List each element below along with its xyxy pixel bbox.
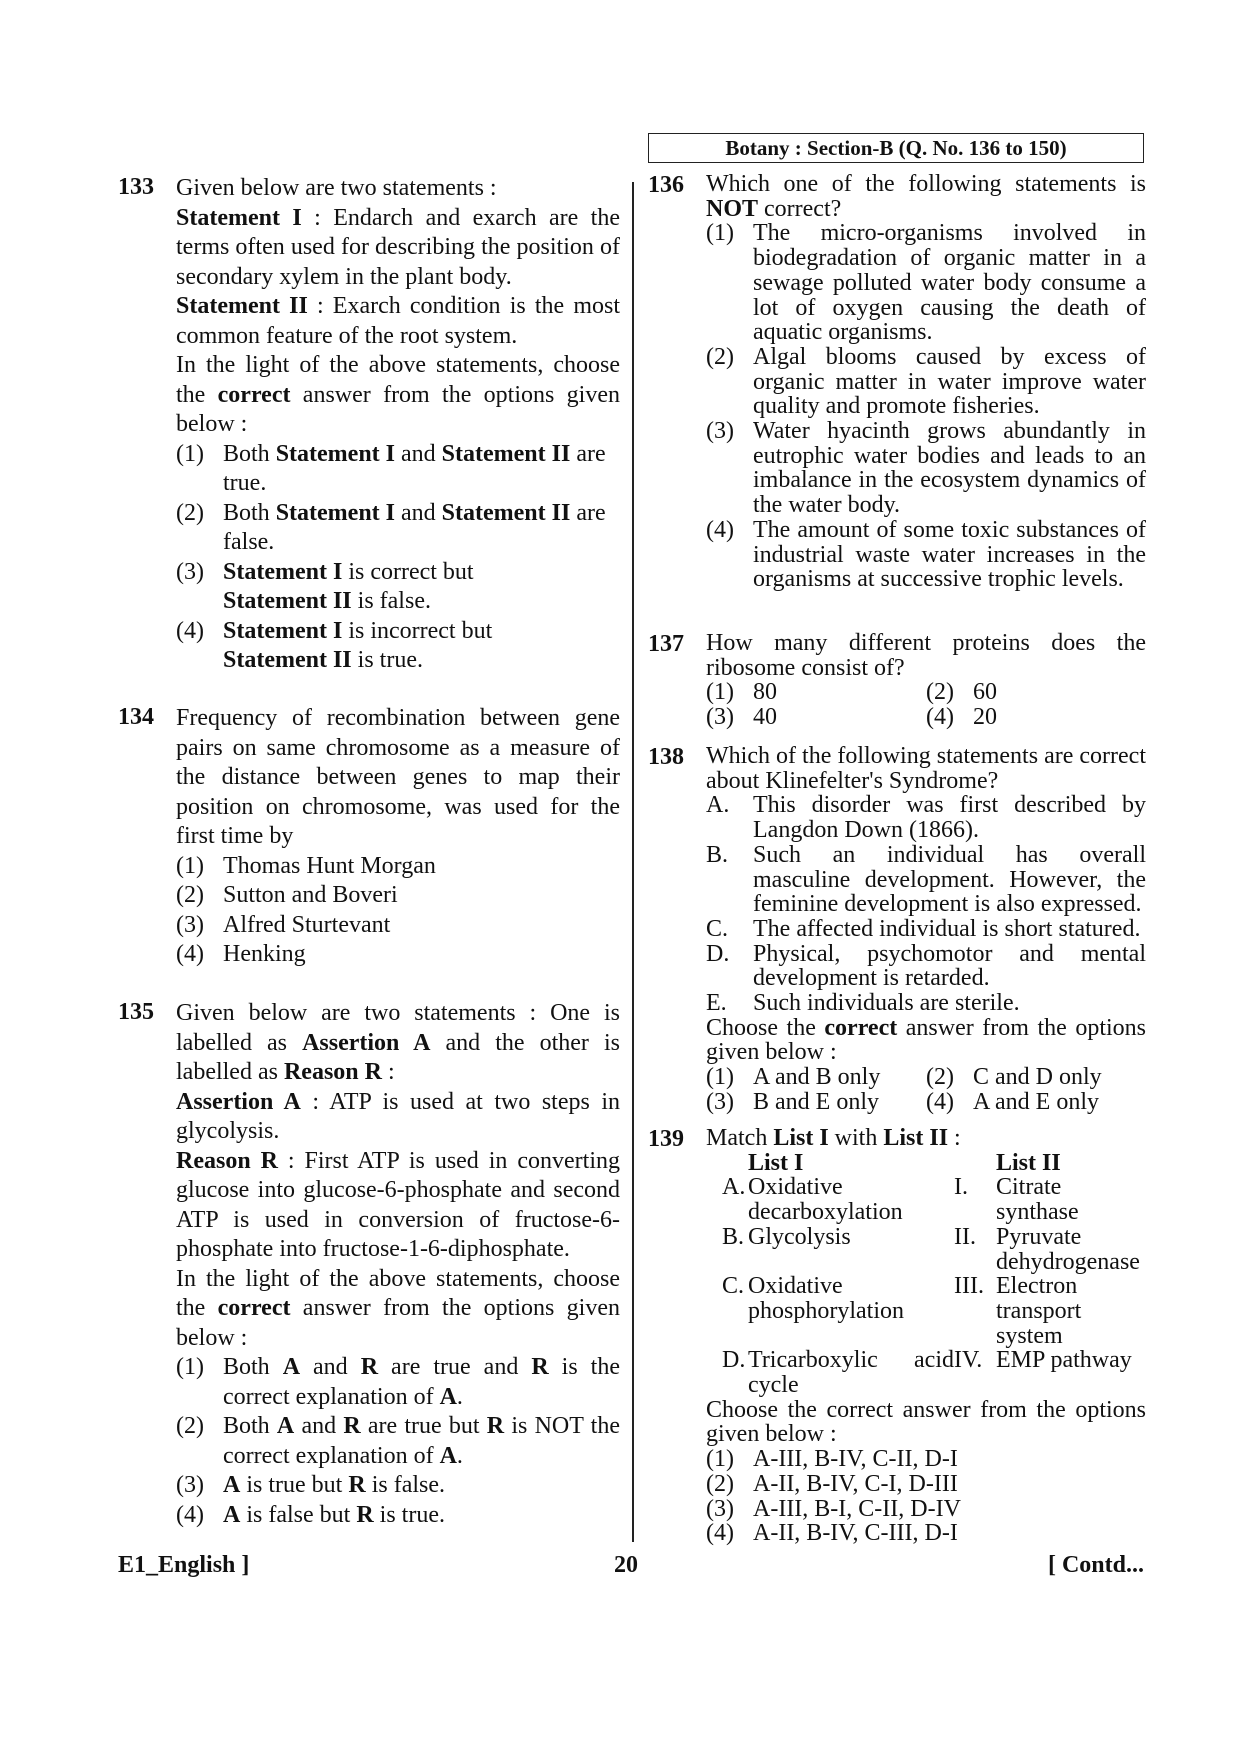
option-4[interactable]: (4) 20: [926, 704, 997, 731]
section-header: Botany : Section-B (Q. No. 136 to 150): [648, 133, 1144, 163]
question-number: 135: [118, 999, 154, 1025]
statement-e: E. Such individuals are sterile.: [706, 990, 1020, 1017]
instruction: Choose the correct answer from the options given below :: [706, 1014, 1146, 1066]
question-number: 139: [648, 1126, 684, 1152]
option-1[interactable]: (1) Both A and R are true and R is the correct explanation of A.: [176, 1354, 621, 1410]
list-1-header: List I: [748, 1149, 804, 1176]
option-4[interactable]: (4) Henking: [176, 941, 306, 967]
question-body: [176, 704, 620, 970]
options-row-1: [706, 680, 1146, 705]
option-1[interactable]: (1) Thomas Hunt Morgan: [176, 852, 436, 879]
list-2-header: List II: [996, 1149, 1061, 1176]
question-body: [706, 172, 1146, 592]
match-table: List I List II A. Oxidative decarboxylation I. Citrate synthase B. Glycolysis II. Pyruvate dehydrogenase C. Oxidative phosphorylation III. Electron transport system D. Tricarboxylic acid cycle IV. EMP pathway: [694, 1151, 1146, 1398]
option-1[interactable]: (1) 80: [706, 679, 777, 706]
question-body: [176, 999, 620, 1530]
statement-text: : Exarch condition is the most common feature of the root system.: [176, 293, 620, 349]
option-1[interactable]: (1) A and B only: [706, 1064, 881, 1091]
option-3[interactable]: (3) A-III, B-I, C-II, D-IV: [706, 1495, 961, 1522]
statement-c: C. The affected individual is short statured.: [706, 915, 1141, 942]
question-number: 138: [648, 744, 684, 770]
question-number: 134: [118, 704, 154, 730]
list-2-item: Electron transport system: [996, 1273, 1082, 1349]
option-4[interactable]: (4) Statement I is incorrect but Statement II is true.: [176, 617, 493, 673]
column-divider: [632, 182, 634, 1542]
option-2[interactable]: (2) C and D only: [926, 1064, 1102, 1091]
option-2[interactable]: (2) A-II, B-IV, C-I, D-III: [706, 1470, 958, 1497]
footer-right: [ Contd...: [1047, 1552, 1144, 1578]
option-2[interactable]: (2) Algal blooms caused by excess of organic matter in water improve water quality and promote fisheries.: [706, 343, 1146, 420]
statement-label: Statement II: [176, 293, 308, 319]
question-stem: Match List I with List II :: [706, 1125, 961, 1151]
statement-text: : Endarch and exarch are the terms often used for describing the position of secondary xylem in the plant body.: [176, 204, 620, 290]
statement-b: B. Such an individual has overall masculine development. However, the feminine development is also expressed.: [706, 841, 1146, 918]
assertion: Assertion A : ATP is used at two steps in glycolysis.: [176, 1088, 620, 1144]
option-1[interactable]: (1) A-III, B-IV, C-II, D-I: [706, 1446, 958, 1473]
list-1-item: Oxidative decarboxylation: [748, 1174, 903, 1226]
option-2[interactable]: (2) Sutton and Boveri: [176, 882, 398, 908]
question-body: [176, 174, 620, 676]
question-stem: How many different proteins does the ribosome consist of?: [706, 630, 1146, 681]
question-number: 133: [118, 174, 154, 200]
option-4[interactable]: (4) A is false but R is true.: [176, 1501, 445, 1528]
question-number: 137: [648, 631, 684, 657]
option-3[interactable]: (3) 40: [706, 704, 777, 731]
option-4[interactable]: (4) The amount of some toxic substances of industrial waste water increases in the organisms at successive trophic levels.: [706, 516, 1146, 593]
list-2-item: Pyruvate dehydrogenase: [996, 1223, 1140, 1275]
option-2[interactable]: (2) 60: [926, 679, 997, 706]
question-body: [706, 631, 1146, 730]
statement-1: [176, 204, 620, 293]
option-3[interactable]: (3) Statement I is correct but Statement II is false.: [176, 558, 474, 614]
option-1[interactable]: (1) Both Statement I and Statement II are true.: [176, 440, 606, 496]
question-stem: Given below are two statements : One is labelled as Assertion A and the other is labelled as Reason R :: [176, 1000, 620, 1085]
instruction: Choose the correct answer from the options given below :: [706, 1396, 1146, 1448]
footer-left: E1_English ]: [118, 1552, 250, 1578]
question-number: 136: [648, 172, 684, 198]
question-stem: Which one of the following statements is NOT correct?: [706, 171, 1146, 222]
question-body: [706, 744, 1146, 1115]
reason: Reason R : First ATP is used in converting glucose into glucose-6-phosphate and second ATP is used in conversion of fructose-6-phosphate into fructose-1-6-diphosphate.: [176, 1147, 620, 1262]
option-1[interactable]: (1) The micro-organisms involved in biodegradation of organic matter in a sewage polluted water body consume a lot of oxygen causing the death of aquatic organisms.: [706, 220, 1146, 346]
page-number: 20: [614, 1552, 638, 1578]
instruction: In the light of the above statements, choose the correct answer from the options given below :: [176, 1265, 620, 1351]
option-4[interactable]: (4) A and E only: [926, 1088, 1099, 1115]
option-4[interactable]: (4) A-II, B-IV, C-III, D-I: [706, 1520, 958, 1547]
option-3[interactable]: (3) Alfred Sturtevant: [176, 911, 391, 938]
statement-a: A. This disorder was first described by Langdon Down (1866).: [706, 792, 1146, 844]
list-1-item: Oxidative phosphorylation: [748, 1273, 904, 1324]
option-2[interactable]: (2) Both Statement I and Statement II are false.: [176, 499, 606, 555]
options-row-2: [706, 1090, 1146, 1115]
question-stem: Which of the following statements are correct about Klinefelter's Syndrome?: [706, 743, 1146, 794]
statement-2: [176, 292, 620, 351]
list-2-item: Citrate synthase: [996, 1174, 1079, 1226]
options-row-1: [706, 1065, 1146, 1090]
options-row-2: [706, 705, 1146, 730]
option-3[interactable]: (3) A is true but R is false.: [176, 1472, 445, 1498]
question-body: [706, 1126, 1146, 1546]
option-3[interactable]: (3) B and E only: [706, 1088, 879, 1115]
option-3[interactable]: (3) Water hyacinth grows abundantly in eutrophic water bodies and leads to an imbalance in the ecosystem dynamics of the water body.: [706, 418, 1146, 519]
instruction: In the light of the above statements, choose the correct answer from the options given below :: [176, 352, 620, 437]
list-1-item: Tricarboxylic acid cycle: [748, 1347, 954, 1399]
option-2[interactable]: (2) Both A and R are true but R is NOT the correct explanation of A.: [176, 1413, 620, 1469]
question-stem: Frequency of recombination between gene pairs on same chromosome as a measure of the distance between genes to map their position on chromosome, was used for the first time by: [176, 705, 620, 849]
list-2-item: EMP pathway: [996, 1347, 1132, 1374]
question-stem: Given below are two statements :: [176, 175, 497, 201]
list-1-item: Glycolysis: [748, 1223, 851, 1250]
statement-d: D. Physical, psychomotor and mental development is retarded.: [706, 940, 1146, 992]
statement-label: Statement I: [176, 204, 302, 231]
